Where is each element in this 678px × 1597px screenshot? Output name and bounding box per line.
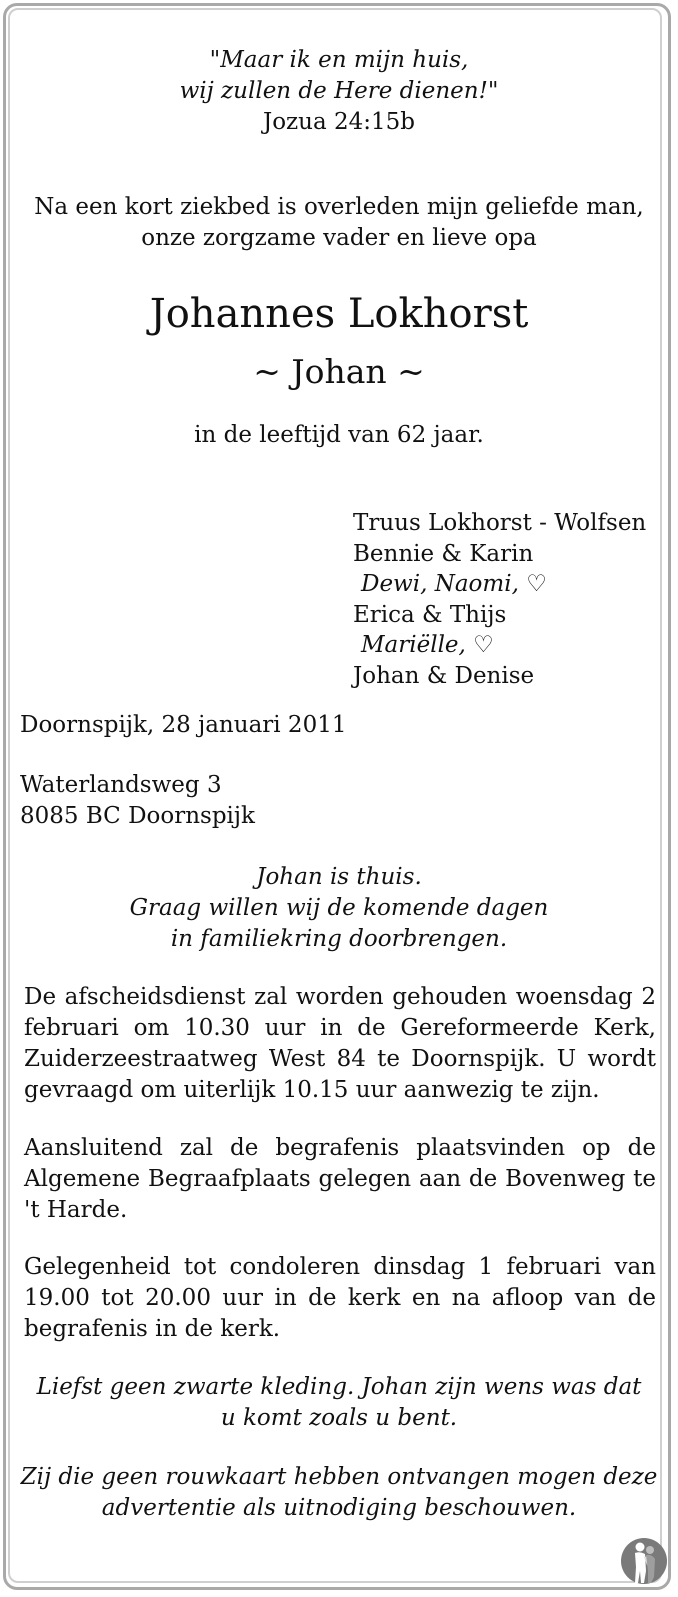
quote-line-1: "Maar ik en mijn huis, — [209, 47, 469, 73]
condolence-paragraph: Gelegenheid tot condoleren dinsdag 1 februari van 19.00 tot 20.00 uur in de kerk en na afloop van de begrafenis in de kerk. — [24, 1254, 656, 1342]
family-member: Bennie & Karin — [353, 540, 534, 567]
deceased-name: Johannes Lokhorst — [149, 291, 529, 337]
home-note-line-3: in familiekring doorbrengen. — [170, 926, 508, 952]
embracing-figures-logo-icon — [620, 1537, 668, 1585]
quote-line-2: wij zullen de Here dienen!" — [179, 78, 499, 104]
address-street: Waterlandsweg 3 — [20, 772, 222, 798]
address — [20, 770, 658, 832]
quote-reference: Jozua 24:15b — [262, 109, 416, 135]
intro-text — [20, 192, 658, 254]
home-note-line-1: Johan is thuis. — [256, 864, 422, 890]
family-member: Erica & Thijs — [353, 601, 507, 628]
family-member: Johan & Denise — [353, 662, 535, 689]
invitation-line-2: advertentie als uitnodiging beschouwen. — [101, 1495, 577, 1521]
intro-line-1: Na een kort ziekbed is overleden mijn geliefde man, — [34, 194, 644, 220]
family-member: Truus Lokhorst - Wolfsen — [353, 510, 647, 536]
clothing-line-1: Liefst geen zwarte kleding. Johan zijn wens was dat — [36, 1374, 642, 1400]
family-list — [353, 508, 646, 691]
intro-line-2: onze zorgzame vader en lieve opa — [141, 225, 537, 251]
bible-quote — [20, 45, 658, 138]
service-paragraph: De afscheidsdienst zal worden gehouden woensdag 2 februari om 10.30 uur in de Gereformeerde Kerk, Zuiderzeestraatweg West 84 te Doornspijk. U wordt gevraagd om uiterlijk 10.15 uur aanwezig te zijn. — [24, 984, 656, 1103]
clothing-note — [20, 1372, 658, 1434]
place-date: Doornspijk, 28 januari 2011 — [20, 712, 347, 738]
grandchildren: Dewi, Naomi, ♡ — [361, 571, 547, 597]
home-note — [20, 862, 658, 955]
age-text: in de leeftijd van 62 jaar. — [194, 422, 484, 448]
burial-paragraph: Aansluitend zal de begrafenis plaatsvinden op de Algemene Begraafplaats gelegen aan de Bovenweg te 't Harde. — [24, 1135, 656, 1223]
deceased-nickname: ~ Johan ~ — [253, 352, 425, 391]
invitation-line-1: Zij die geen rouwkaart hebben ontvangen mogen deze — [20, 1464, 658, 1490]
address-postal-city: 8085 BC Doornspijk — [20, 803, 255, 829]
invitation-note — [20, 1462, 658, 1524]
clothing-line-2: u komt zoals u bent. — [220, 1405, 458, 1431]
home-note-line-2: Graag willen wij de komende dagen — [129, 895, 549, 921]
grandchildren: Mariëlle, ♡ — [361, 632, 494, 658]
